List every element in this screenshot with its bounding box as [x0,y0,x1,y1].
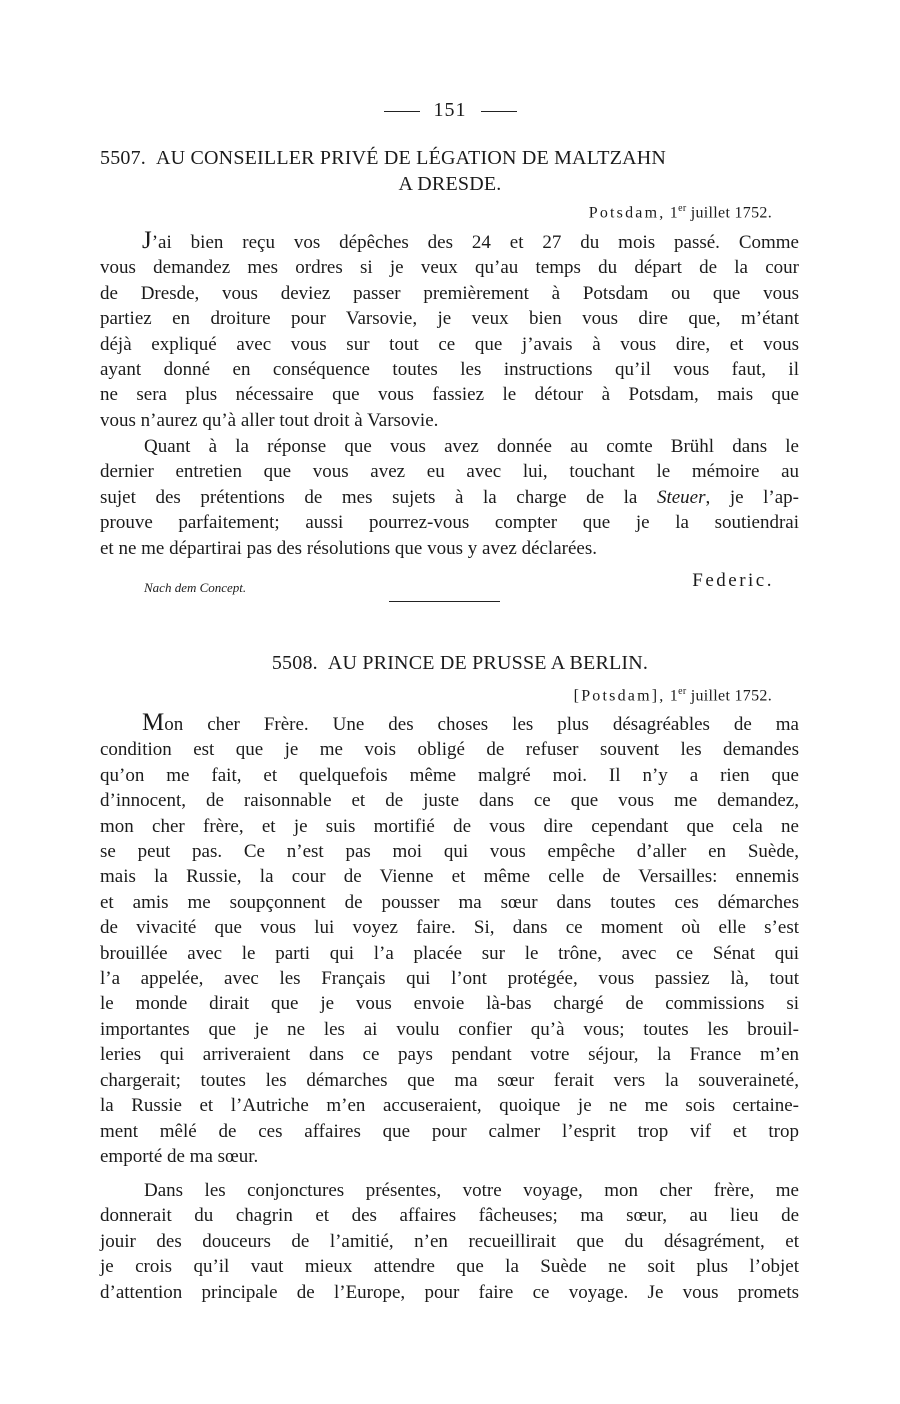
paragraph-line: je crois qu’il vaut mieux attendre que la Suède ne soit plus l’objet [100,1256,799,1278]
initial-letter: M [142,709,165,736]
paragraph-line: donnerait du chagrin et des affaires fâcheuses; ma sœur, au lieu de [100,1205,799,1227]
date-rest: juillet 1752. [690,204,772,222]
paragraph-line: partiez en droiture pour Varsovie, je veux bien vous dire que, m’étant [100,308,799,330]
date-place: [Potsdam], [573,687,666,705]
paragraph-line: leries qui arriveraient dans ce pays pendant votre séjour, la France m’en [100,1044,799,1066]
date-day: 1 [669,204,679,222]
paragraph-line: brouillée avec le parti qui l’a placée sur le trône, avec ce Sénat qui [100,942,799,964]
letter-5508-paragraph-2 [100,1178,799,1305]
date-rest: juillet 1752. [690,687,772,705]
initial-letter: J [142,227,152,254]
letter-title-line2: A DRESDE. [398,173,502,195]
paragraph-line: importantes que je ne les ai voulu confier qu’à vous; toutes les brouil- [100,1018,799,1040]
paragraph-line: ment mêlé de ces affaires que pour calmer l’esprit trop vif et trop [100,1120,799,1142]
letter-5508-paragraph-1 [100,710,799,1169]
paragraph-line: ayant donné en conséquence toutes les instructions qu’il vous faut, il [100,359,799,381]
paragraph-line: et amis me soupçonnent de pousser ma sœur dans toutes ces démarches [100,891,799,913]
paragraph-line: qu’on me fait, et quelquefois même malgré moi. Il n’y a rien que [100,764,799,786]
date-day: 1 [669,687,679,705]
line-text: ’ai bien reçu vos dépêches des 24 et 27 du mois passé. Comme [151,232,799,253]
paragraph-line: se peut pas. Ce n’est pas moi qui vous empêche d’aller en Suède, [100,841,799,863]
paragraph-line: déjà expliqué avec vous sur tout ce que j’avais à vous dire, et vous [100,333,799,355]
paragraph-line: dernier entretien que vous avez eu avec lui, touchant le mémoire au [100,461,799,483]
italic-word: Steuer [656,486,706,508]
paragraph-line: jouir des douceurs de l’amitié, n’en recueillirait que du désagrément, et [100,1230,799,1252]
letter-5507-dateline [589,203,772,222]
paragraph-line: la Russie et l’Autriche m’en accuseraient, quoique je ne me sois certaine- [100,1095,799,1117]
header-dash-right [481,111,517,112]
letter-title-line1: AU CONSEILLER PRIVÉ DE LÉGATION DE MALTZAHN [156,147,667,169]
paragraph-line: Dans les conjonctures présentes, votre voyage, mon cher frère, me [144,1180,799,1201]
paragraph-line: Quant à la réponse que vous avez donnée au comte Brühl dans le [144,436,799,457]
page-header [0,99,900,122]
date-sup: er [678,686,687,697]
letter-5507-paragraph-1 [100,228,799,433]
paragraph-line: mon cher frère, et je suis mortifié de vous dire cependant que cela ne [100,815,799,837]
letter-title: AU PRINCE DE PRUSSE A BERLIN. [327,652,649,674]
line-text: on cher Frère. Une des choses les plus désagréables de ma [164,714,799,735]
letter-5507-heading [100,145,800,197]
paragraph-line: vous n’aurez qu’à aller tout droit à Varsovie. [100,409,439,431]
source-note: Nach dem Concept. [144,580,247,595]
paragraph-line: emporté de ma sœur. [100,1145,259,1167]
paragraph-line [100,228,799,255]
paragraph-line: chargerait; toutes les démarches que ma sœur ferait vers la souveraineté, [100,1069,799,1091]
letter-number: 5508. [271,652,318,674]
paragraph-line: le monde dirait que je vous envoie là-bas chargé de commissions si [100,993,799,1015]
page-number: 151 [433,99,467,121]
paragraph-line: mais la Russie, la cour de Vienne et même celle de Versailles: ennemis [100,866,799,888]
signature: Federic. [692,570,774,591]
paragraph-line: ne sera plus nécessaire que vous fassiez le détour à Potsdam, mais que [100,384,799,406]
paragraph-line: de vivacité que vous lui voyez faire. Si, dans ce moment où elle s’est [100,917,799,939]
letter-5508-dateline [574,686,772,705]
line-text: , je l’ap- [705,486,799,508]
letter-number: 5507. [100,147,146,169]
paragraph-line: d’innocent, de raisonnable et de juste dans ce que vous me demandez, [100,790,799,812]
paragraph-line: de Dresde, vous deviez passer premièrement à Potsdam ou que vous [100,282,799,304]
paragraph-line [100,485,799,510]
paragraph-line: et ne me départirai pas des résolutions que vous y avez déclarées. [100,537,597,559]
letter-5507-paragraph-2 [100,434,799,561]
paragraph-line: vous demandez mes ordres si je veux qu’au temps du départ de la cour [100,257,799,279]
date-sup: er [678,203,687,214]
date-place: Potsdam, [588,204,666,222]
line-text: sujet des prétentions de mes sujets à la charge de la [100,486,657,508]
paragraph-line [100,710,799,737]
paragraph-line: prouve parfaitement; aussi pourrez-vous compter que je la soutiendrai [100,512,799,534]
paragraph-line: l’a appelée, avec les Français qui l’ont protégée, vous passiez là, tout [100,968,799,990]
section-divider [389,601,500,602]
paragraph-line: d’attention principale de l’Europe, pour faire ce voyage. Je vous promets [100,1281,799,1303]
paragraph-line: condition est que je me vois obligé de refuser souvent les demandes [100,739,799,761]
letter-5508-heading [100,650,800,676]
header-dash-left [384,111,420,112]
